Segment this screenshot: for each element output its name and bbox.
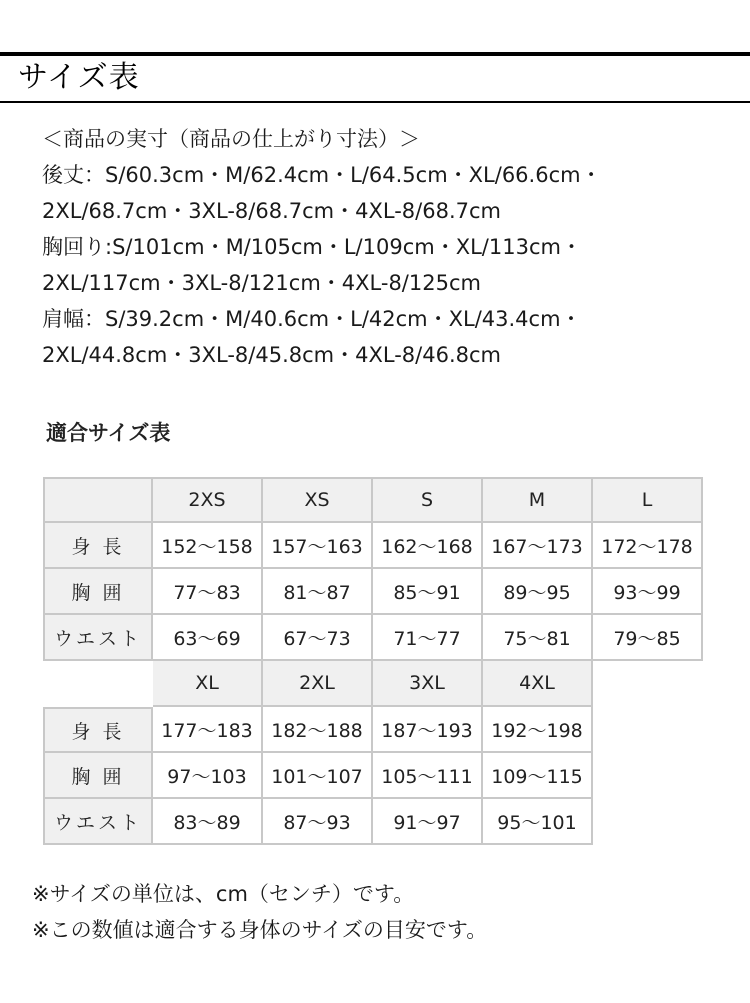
note-guideline: ※この数値は適合する身体のサイズの目安です。 (32, 918, 488, 942)
table-cell: 172〜178 (593, 523, 703, 569)
notes (32, 876, 732, 948)
garment-measurements (42, 121, 742, 373)
table-cell: 71〜77 (373, 615, 483, 661)
table-cell: 89〜95 (483, 569, 593, 615)
row-label: 身 長 (43, 707, 153, 753)
chest-line-2: 2XL/117cm・3XL-8/121cm・4XL-8/125cm (42, 271, 481, 295)
section-title: サイズ表 (18, 60, 140, 95)
table-cell: 192〜198 (483, 707, 593, 753)
table-cell: 105〜111 (373, 753, 483, 799)
chest-line-1: 胸回り:S/101cm・M/105cm・L/109cm・XL/113cm・ (42, 235, 582, 259)
size-header-xl: XL (153, 661, 263, 707)
fit-table-title: 適合サイズ表 (46, 421, 171, 445)
table-cell: 109〜115 (483, 753, 593, 799)
table-cell: 152〜158 (153, 523, 263, 569)
table-cell: 157〜163 (263, 523, 373, 569)
table-cell: 101〜107 (263, 753, 373, 799)
row-label: 胸 囲 (43, 753, 153, 799)
table-cell: 75〜81 (483, 615, 593, 661)
table-cell: 87〜93 (263, 799, 373, 845)
table-cell: 93〜99 (593, 569, 703, 615)
row-label: 身 長 (43, 523, 153, 569)
size-header-l: L (593, 477, 703, 523)
measurements-heading: ＜商品の実寸（商品の仕上がり寸法）＞ (42, 127, 420, 151)
table-cell: 177〜183 (153, 707, 263, 753)
table-cell: 81〜87 (263, 569, 373, 615)
row-label: ウエスト (43, 615, 153, 661)
table-corner-cell (43, 477, 153, 523)
table-cell: 162〜168 (373, 523, 483, 569)
table-cell: 97〜103 (153, 753, 263, 799)
note-unit: ※サイズの単位は、cm（センチ）です。 (32, 882, 415, 906)
table-cell: 182〜188 (263, 707, 373, 753)
table-cell: 91〜97 (373, 799, 483, 845)
title-rule-bottom (0, 101, 750, 103)
back-length-line-2: 2XL/68.7cm・3XL-8/68.7cm・4XL-8/68.7cm (42, 199, 501, 223)
shoulder-width-line-1: 肩幅：S/39.2cm・M/40.6cm・L/42cm・XL/43.4cm・ (42, 307, 582, 331)
title-rule-top (0, 52, 750, 56)
table-cell: 77〜83 (153, 569, 263, 615)
table-cell: 83〜89 (153, 799, 263, 845)
table-cell: 63〜69 (153, 615, 263, 661)
table-cell: 95〜101 (483, 799, 593, 845)
table-cell: 187〜193 (373, 707, 483, 753)
table-cell: 85〜91 (373, 569, 483, 615)
row-label: ウエスト (43, 799, 153, 845)
table-cell: 79〜85 (593, 615, 703, 661)
size-header-xs: XS (263, 477, 373, 523)
row-label: 胸 囲 (43, 569, 153, 615)
back-length-line-1: 後丈：S/60.3cm・M/62.4cm・L/64.5cm・XL/66.6cm・ (42, 163, 602, 187)
size-header-2xl: 2XL (263, 661, 373, 707)
size-header-s: S (373, 477, 483, 523)
table-cell: 67〜73 (263, 615, 373, 661)
size-header-2xs: 2XS (153, 477, 263, 523)
shoulder-width-line-2: 2XL/44.8cm・3XL-8/45.8cm・4XL-8/46.8cm (42, 343, 501, 367)
size-header-4xl: 4XL (483, 661, 593, 707)
table-cell: 167〜173 (483, 523, 593, 569)
size-header-m: M (483, 477, 593, 523)
size-header-3xl: 3XL (373, 661, 483, 707)
